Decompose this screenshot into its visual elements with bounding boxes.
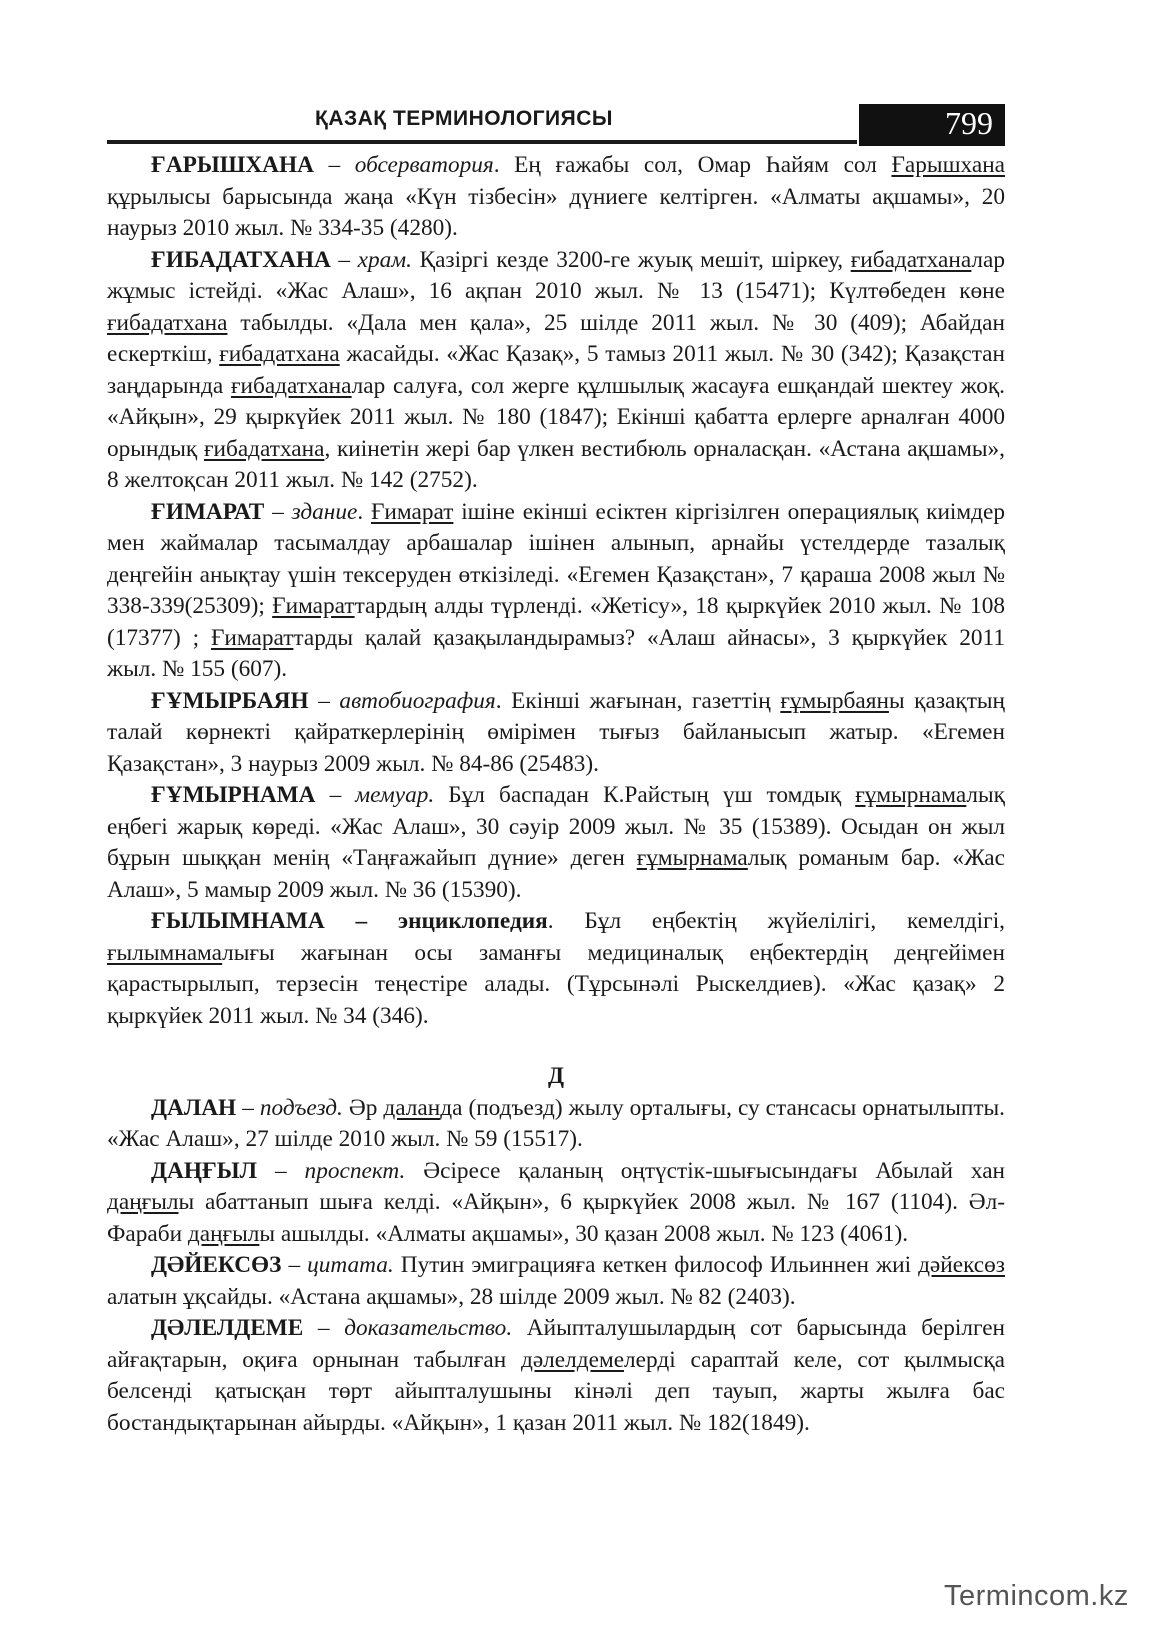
entry-text: Айыпталушылардың сот барысында берілген айғақтарын, оқиға орнынан табылған [107, 1315, 1005, 1373]
entry-text: алатын ұқсайды. «Астана ақшамы», 28 шілде 2009 жыл. № 82 (2403). [107, 1283, 796, 1310]
entry-term-usage: Ғимарат [272, 593, 355, 619]
entry-text: Путин эмиграцияға кеткен философ Ильиннен жиі [393, 1252, 919, 1278]
entry-translation: энциклопедия [398, 908, 548, 934]
dictionary-entry [107, 150, 1005, 245]
entry-term-usage: ғұмырнама [636, 845, 748, 871]
entry-translation: подъезд. [259, 1094, 343, 1121]
entry-term-usage: даңғыл [107, 1189, 179, 1215]
entries-section-d [107, 1093, 1005, 1440]
entry-translation: цитата. [307, 1252, 394, 1278]
entry-translation: автобиография [339, 687, 496, 714]
entry-text: ы ашылды. «Алматы ақшамы», 30 қазан 2008 жыл. № 123 (4061). [259, 1220, 909, 1247]
header-rule [107, 140, 857, 144]
entry-text: да (подъезд) жылу орталығы, су стансасы орнатылыпты. «Жас Алаш», 27 шілде 2010 жыл. № 59 (15517). [107, 1094, 1006, 1152]
entry-dash: – [315, 782, 356, 808]
entries-section-g [107, 150, 1005, 1032]
entry-term-usage: ғибадатхана [107, 309, 228, 336]
entry-dash: – [257, 1157, 305, 1184]
entry-text: лерді сараптай келе, сот қылмысқа белсенді қатысқан төрт айыпталушыны кінәлі деп тауып, жарты жылға бас бостандықтарынан айырды. «Айқын», 1 қазан 2011 жыл. № 182(1849). [107, 1346, 1005, 1436]
site-watermark: Termincom.kz [944, 1580, 1129, 1612]
entry-term-usage: Ғарышхана [891, 152, 1006, 178]
entry-translation: мемуар. [355, 782, 435, 808]
dictionary-entry [107, 1313, 1005, 1439]
entry-headword: ҒҰМЫРБАЯН [151, 687, 309, 714]
entry-translation: проспект. [304, 1157, 406, 1184]
entry-headword: ҒЫЛЫМНАМА [151, 908, 325, 934]
dictionary-body [107, 150, 1005, 1439]
entry-text: Қазіргі кезде 3200-ге жуық мешіт, шіркеу, [411, 246, 851, 273]
entry-dash: – [264, 498, 292, 525]
entry-text: лық еңбегі жарық көреді. «Жас Алаш», 30 сәуір 2009 жыл. № 35 (15389). Осыдан он жыл бұрын шыққан менің «Таңғажайып дүние» деген [107, 782, 1005, 871]
entry-term-usage: ғибадатхана [203, 435, 325, 462]
entry-text: лығы жағынан осы заманғы медициналық еңбектердің деңгейімен қарастырылып, терзесін теңестіре алады. (Тұрсынәлі Рыскелдиев). «Жас қазақ» 2 қыркүйек 2011 жыл. № 34 (346). [107, 939, 1005, 1029]
entry-term-usage: дәлелдеме [520, 1346, 625, 1373]
entry-text: жасайды. «Жас Қазақ», 5 тамыз 2011 жыл. № 30 (342); Қазақстан заңдарында [107, 341, 1005, 399]
entry-headword: ҒАРЫШХАНА [151, 152, 314, 178]
dictionary-entry [107, 1156, 1005, 1251]
entry-dash: – [330, 246, 358, 273]
entry-headword: ДАҢҒЫЛ [151, 1157, 258, 1184]
entry-term-usage: ғұмырнама [855, 782, 967, 808]
entry-text: . [357, 498, 371, 525]
entry-text: . Ең ғажабы сол, Омар Һайям сол [493, 152, 892, 178]
entry-term-usage: даңғыл [187, 1220, 260, 1247]
entry-text: лық романым бар. «Жас Алаш», 5 мамыр 2009 жыл. № 36 (15390). [107, 845, 1005, 903]
entry-translation: храм. [357, 246, 412, 273]
dictionary-entry [107, 906, 1005, 1032]
entry-term-usage: ғибадатхана [230, 372, 352, 399]
entry-headword: ҒҰМЫРНАМА [151, 782, 316, 808]
entry-headword: ДӘЛЕЛДЕМЕ [151, 1315, 304, 1341]
entry-text: құрылысы барысында жаңа «Күн тізбесін» дүниеге келтірген. «Алматы ақшамы», 20 наурыз 2010 жыл. № 334-35 (4280). [107, 183, 1005, 241]
entry-term-usage: Ғимарат [210, 624, 294, 651]
page-number-box [859, 104, 1005, 146]
entry-text: лар салуға, сол жерге құлшылық жасауға ешқандай шектеу жоқ. «Айқын», 29 қыркүйек 2011 жыл. № 180 (1847); Екінші қабатта ерлерге арналған 4000 орындық [107, 372, 1005, 462]
dictionary-entry [107, 780, 1005, 906]
running-header [107, 104, 1005, 146]
entry-dash: – [236, 1094, 260, 1121]
entry-translation: доказательство. [344, 1315, 513, 1341]
entry-translation: обсерватория [354, 152, 494, 178]
entry-headword: ДӘЙЕКСӨЗ [151, 1252, 282, 1278]
entry-text: , киінетін жері бар үлкен вестибюль орналасқан. «Астана ақшамы», 8 желтоқсан 2011 жыл. № 142 (2752). [107, 435, 1006, 493]
entry-term-usage: далан [383, 1094, 441, 1121]
entry-text: Әр [342, 1094, 384, 1121]
entry-headword: ҒИБАДАТХАНА [151, 246, 331, 273]
entry-text: ы қазақтың талай көрнекті қайраткерлерінің өмірімен тығыз байланысып жатыр. «Егемен Қазақстан», 3 наурыз 2009 жыл. № 84-86 (25483). [107, 687, 1005, 777]
entry-dash: – [281, 1252, 308, 1278]
header-title: ҚАЗАҚ ТЕРМИНОЛОГИЯСЫ [315, 107, 613, 130]
entry-text: Әсіресе қаланың оңтүстік-шығысындағы Абылай хан [405, 1157, 1005, 1184]
entry-term-usage: ғұмырбаян [780, 687, 889, 714]
entry-text: лар жұмыс істейді. «Жас Алаш», 16 ақпан 2010 жыл. № 13 (15471); Күлтөбеден көне [107, 246, 1005, 304]
entry-text: тардың алды түрленді. «Жетісу», 18 қыркүйек 2010 жыл. № 108 (17377) ; [107, 593, 1005, 651]
entry-text: Бұл баспадан К.Райстың үш томдық [434, 782, 856, 808]
dictionary-entry [107, 245, 1005, 497]
dictionary-entry [107, 497, 1005, 686]
entry-term-usage: Ғимарат [370, 498, 454, 525]
entry-translation: здание [291, 498, 358, 525]
entry-dash: – [303, 1315, 345, 1341]
page-number: 799 [945, 105, 993, 141]
entry-term-usage: ғибадатхана [219, 341, 340, 367]
entry-text: ы абаттанып шыға келді. «Айқын», 6 қыркүйек 2008 жыл. № 167 (1104). Әл-Фараби [107, 1189, 1005, 1247]
section-letter: Д [547, 1063, 565, 1089]
entry-text: табылды. «Дала мен қала», 25 шілде 2011 жыл. № 30 (409); Абайдан ескерткіш, [107, 309, 1005, 367]
entry-term-usage: ғылымнама [107, 939, 223, 966]
entry-dash: – [313, 152, 355, 178]
entry-term-usage: ғибадатхана [850, 246, 972, 273]
dictionary-entry [107, 686, 1005, 781]
entry-headword: ҒИМАРАТ [151, 498, 265, 525]
entry-dash: – [324, 908, 399, 934]
dictionary-entry [107, 1093, 1005, 1156]
entry-dash: – [308, 687, 340, 714]
entry-text: ішіне екінші есіктен кіргізілген операциялық киімдер мен жаймалар тасымалдау арбашалар ішінен алынып, арнайы үстелдерде тазалық деңгейін анықтау үшін тексеруден өткізіледі. «Егемен Қазақстан», 7 қараша 2008 жыл № 338-339(25309); [107, 498, 1005, 619]
entry-text: тарды қалай қазақыландырамыз? «Алаш айнасы», 3 қыркүйек 2011 жыл. № 155 (607). [107, 624, 1005, 682]
entry-text: . Екінші жағынан, газеттің [495, 687, 781, 714]
dictionary-entry [107, 1250, 1005, 1313]
entry-text: . Бұл еңбектің жүйелілігі, кемелдігі, [547, 908, 1005, 934]
entry-term-usage: дәйексөз [918, 1252, 1005, 1278]
entry-headword: ДАЛАН [151, 1094, 237, 1121]
